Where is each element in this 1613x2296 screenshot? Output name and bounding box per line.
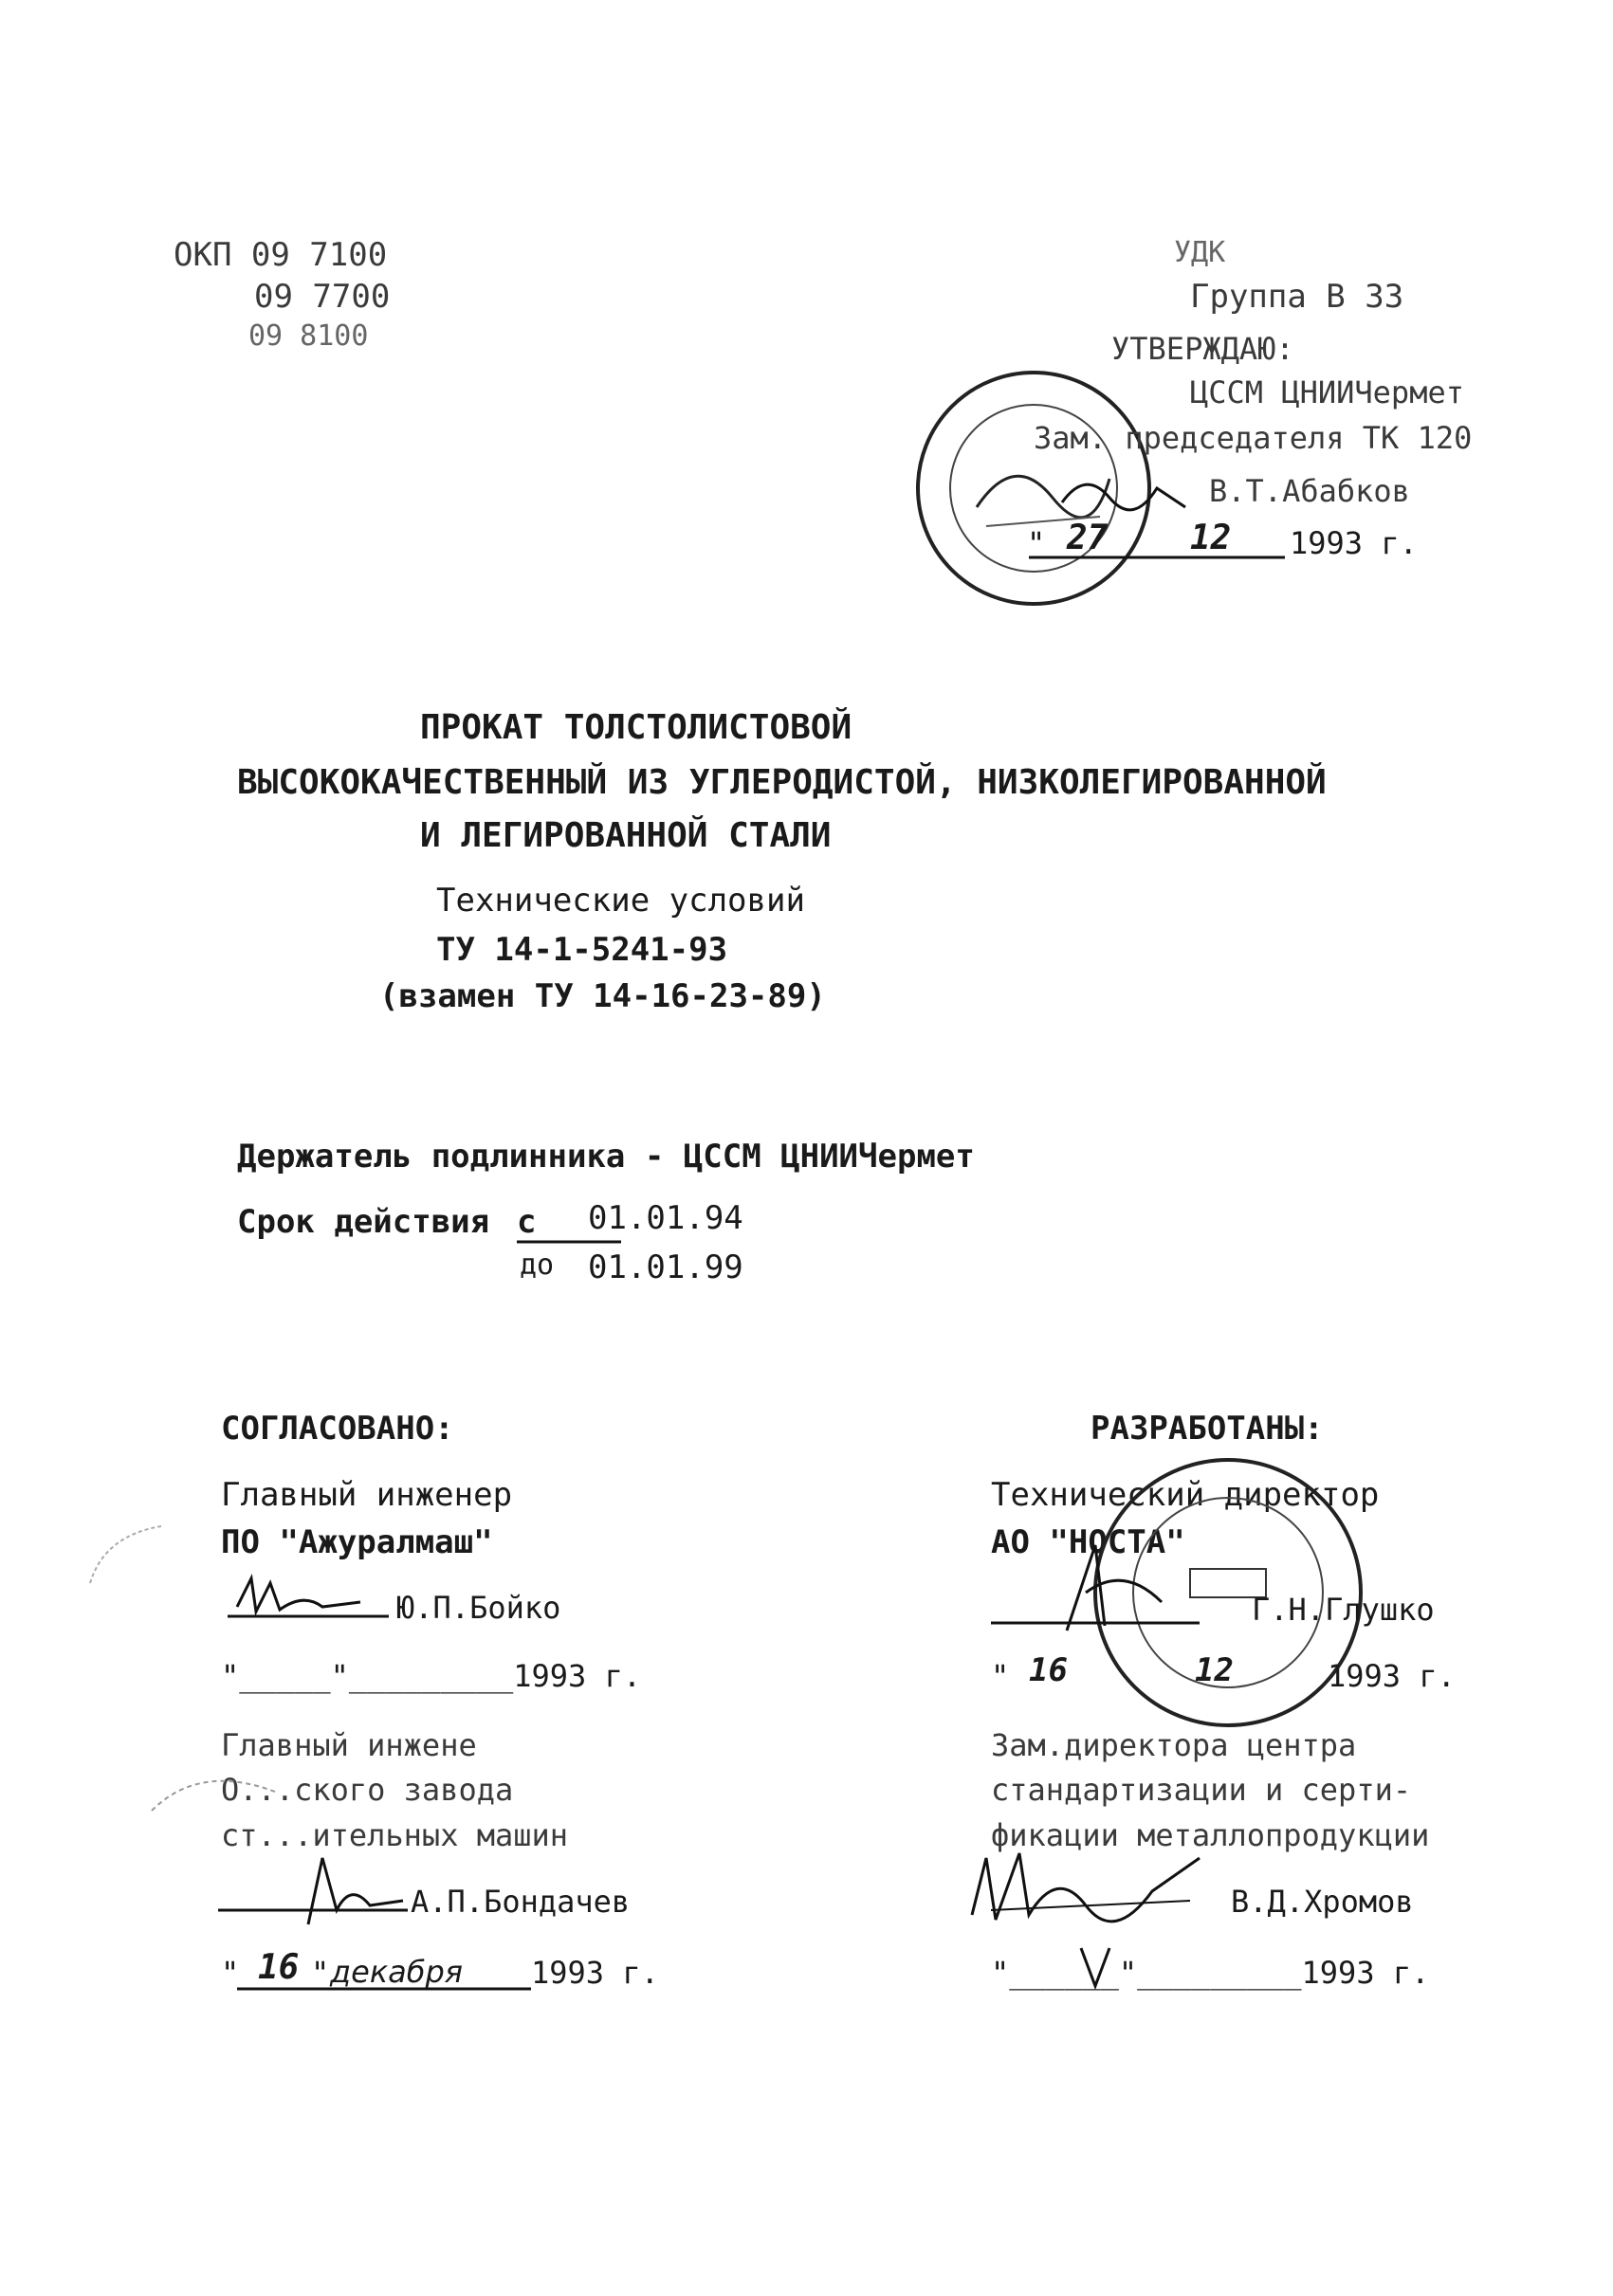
agreed-sig2-title3: ст...ительных машин [221,1817,569,1853]
approval-signer: В.Т.Абабков [1209,473,1410,509]
developed-sig2-signature [962,1839,1209,1934]
group-label: Группа В 33 [1190,278,1404,316]
agreed-sig2-signature [218,1853,408,1929]
agreed-sig2-name: А.П.Бондачев [411,1884,631,1920]
approval-day: 27 [1067,519,1109,557]
approval-date-quote: " [1027,525,1046,561]
title-line-2: ВЫСОКОКАЧЕСТВЕННЫЙ ИЗ УГЛЕРОДИСТОЙ, НИЗКОЛЕГИРОВАННОЙ [237,763,1327,802]
developed-sig2-title3: фикации металлопродукции [991,1817,1430,1853]
approval-line-1: ЦССМ ЦНИИЧермет [1190,374,1464,410]
agreed-sig2-day: 16 [258,1948,300,1987]
developed-sig2-date: "______"_________1993 г. [991,1955,1430,1991]
approval-line-2: Зам. председателя ТК 120 [1034,420,1473,456]
okp-code-2: 09 7700 [254,278,391,316]
developed-sig1-day: 16 [1029,1651,1068,1689]
spec-replaces: (взамен ТУ 14-16-23-89) [379,977,826,1015]
developed-sig1-title2: АО "НОСТА" [991,1523,1185,1561]
holder-line: Держатель подлинника - ЦССМ ЦНИИЧермет [237,1138,975,1175]
validity-label: Срок действия [237,1203,490,1241]
okp-code-3: 09 8100 [248,319,369,353]
agreed-sig2-date-open: " [221,1955,240,1991]
udk-label: УДК [1174,236,1226,269]
agreed-sig2-month: декабря [330,1954,464,1990]
validity-from-underline [517,1239,621,1245]
developed-sig1-month: 12 [1195,1651,1234,1689]
agreed-sig2-year: 1993 г. [531,1955,659,1991]
validity-to-word: до [520,1248,555,1282]
agreed-heading: СОГЛАСОВАНО: [221,1410,454,1448]
developed-sig1-signature [991,1536,1200,1640]
developed-sig1-title1: Технический директор [991,1476,1380,1514]
title-line-3: И ЛЕГИРОВАННОЙ СТАЛИ [420,816,832,855]
faded-stamp-left-2 [142,1754,294,1839]
agreed-sig1-date: "_____"_________1993 г. [221,1658,642,1694]
developed-sig2-title1: Зам.директора центра [991,1727,1357,1763]
agreed-sig1-title1: Главный инженер [221,1476,513,1514]
title-line-1: ПРОКАТ ТОЛСТОЛИСТОВОЙ [420,708,852,747]
validity-to-date: 01.01.99 [588,1248,743,1286]
spec-type: Технические условий [436,882,805,920]
approval-signature [1057,465,1190,521]
developed-sig1-year: 1993 г. [1328,1658,1456,1694]
developed-sig1-name: Г.Н.Глушко [1252,1592,1435,1628]
developed-sig2-title2: стандартизации и серти- [991,1772,1412,1808]
agreed-sig2-date-underline [237,1986,531,1992]
agreed-sig2-title1: Главный инжене [221,1727,477,1763]
faded-stamp-left [85,1517,171,1593]
agreed-sig2-title2: О...ского завода [221,1772,514,1808]
developed-heading: РАЗРАБОТАНЫ: [1091,1410,1324,1448]
developed-sig2-name: В.Д.Хромов [1231,1884,1414,1920]
approval-heading: УТВЕРЖДАЮ: [1111,331,1294,367]
spec-number: ТУ 14-1-5241-93 [436,931,728,969]
developed-sig1-date-open: " [991,1658,1010,1694]
validity-from-word: с [517,1203,537,1241]
agreed-sig1-title2: ПО "Ажуралмаш" [221,1523,493,1561]
agreed-sig1-signature [228,1574,389,1621]
approval-date-underline [1029,553,1285,562]
validity-from-date: 01.01.94 [588,1199,743,1237]
agreed-sig1-name: Ю.П.Бойко [396,1590,561,1626]
approval-year: 1993 г. [1290,525,1418,561]
agreed-sig2-date-close: " [311,1955,330,1991]
okp-code-1: ОКП 09 7100 [174,236,388,274]
approval-month: 12 [1190,519,1232,557]
